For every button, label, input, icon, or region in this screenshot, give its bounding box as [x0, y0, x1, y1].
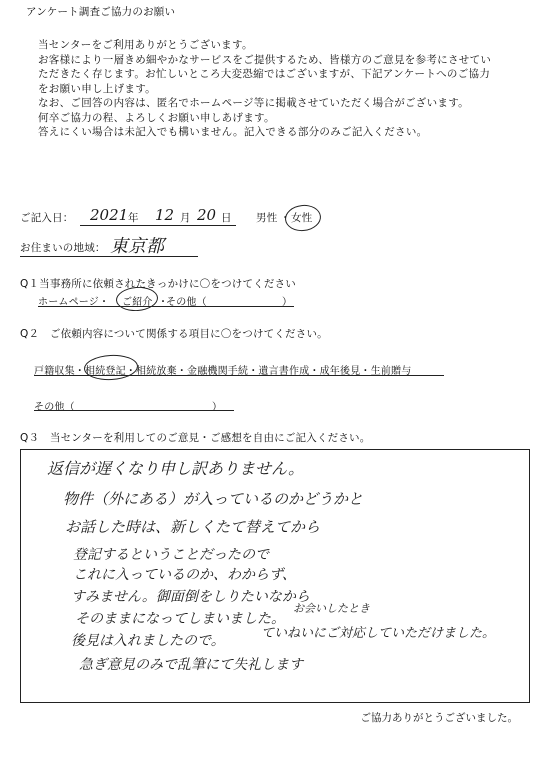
q2-options[interactable]: 戸籍収集・相続登記・相続放棄・金融機関手続・遺言書作成・成年後見・生前贈与 — [34, 366, 412, 377]
gender-selection-circle — [284, 203, 323, 233]
answer-line: 登記するということだったので — [73, 547, 269, 563]
q1-question: Q１当事務所に依頼されたきっかけに〇をつけてください — [20, 278, 296, 290]
answer-line: ていねいにご対応していただけました。 — [261, 626, 496, 641]
thanks-footer: ご協力ありがとうございました。 — [360, 712, 518, 724]
intro-line: お客様により一層きめ細やかなサービスをご提供するため、皆様方のご意見を参考にさせてい — [38, 53, 492, 66]
answer-line: これに入っているのか、わからず、 — [73, 567, 296, 583]
year-unit: 年 — [128, 212, 139, 224]
answer-line: 返信が遅くなり申し訳ありません。 — [47, 459, 304, 478]
q2-other-close: ） — [212, 402, 223, 413]
intro-line: なお、ご回答の内容は、匿名でホームページ等に掲載させていただく場合がございます。 — [38, 97, 469, 109]
q1-option-other-close: ） — [282, 297, 293, 308]
gender-separator: ・ — [280, 212, 291, 224]
address-label: お住まいの地域： — [20, 242, 106, 254]
address-underline — [20, 256, 198, 257]
answer-aside: お会いしたとき — [293, 602, 370, 615]
q2-selection-circle — [83, 354, 138, 382]
date-underline — [80, 225, 236, 226]
gender-male-option[interactable]: 男性 — [256, 212, 278, 224]
q2-other-underline — [34, 410, 234, 411]
answer-line: すみません。御面倒をしりたいなから — [71, 589, 310, 605]
q1-option-other[interactable]: その他（ — [166, 297, 207, 308]
answer-line: 物件（外にある）が入っているのかどうかと — [63, 490, 364, 508]
intro-paragraph — [38, 38, 508, 140]
address-field[interactable]: 東京都 — [110, 236, 164, 257]
document-title: アンケート調査ご協力のお願い — [26, 6, 176, 18]
q3-question: Q３ 当センターを利用してのご意見・ご感想を自由にご記入ください。 — [20, 432, 371, 444]
gender-female-option[interactable]: 女性 — [291, 212, 313, 224]
intro-line: ただきたく存じます。お忙しいところ大変恐縮ではございますが、下記アンケートへのご協力 — [38, 68, 491, 80]
q2-other-label[interactable]: その他（ — [34, 402, 75, 413]
intro-line: 答えにくい場合は未記入でも構いません。記入できる部分のみご記入ください。 — [38, 126, 428, 138]
answer-line: お話した時は、新しくたて替えてから — [65, 518, 321, 536]
q3-answer-box[interactable] — [20, 449, 530, 703]
day-unit: 日 — [221, 212, 232, 224]
intro-line: をお願い申し上げます。 — [38, 82, 156, 95]
q2-underline — [34, 375, 444, 376]
answer-line: 急ぎ意見のみで乱筆にて失礼します — [79, 657, 303, 673]
q1-underline — [38, 306, 294, 307]
date-month-field[interactable]: 12 — [155, 206, 175, 224]
date-label: ご記入日： — [20, 212, 74, 224]
answer-line: そのままになってしまいました。 — [75, 611, 285, 627]
date-day-field[interactable]: 20 — [197, 206, 217, 224]
intro-line: 何卒ご協力の程、よろしくお願い申しあげます。 — [38, 111, 275, 124]
q1-option-homepage[interactable]: ホームページ・ — [38, 297, 110, 308]
intro-line: 当センターをご利用ありがとうございます。 — [38, 39, 253, 51]
date-year-field[interactable]: 2021 — [90, 206, 129, 224]
q2-question: Q２ ご依頼内容について関係する項目に〇をつけてください。 — [20, 328, 328, 340]
answer-line: 後見は入れましたので。 — [71, 633, 225, 649]
month-unit: 月 — [180, 212, 191, 224]
q1-option-referral[interactable]: ご紹介 — [122, 297, 153, 308]
q1-option-separator: ・ — [158, 297, 169, 308]
